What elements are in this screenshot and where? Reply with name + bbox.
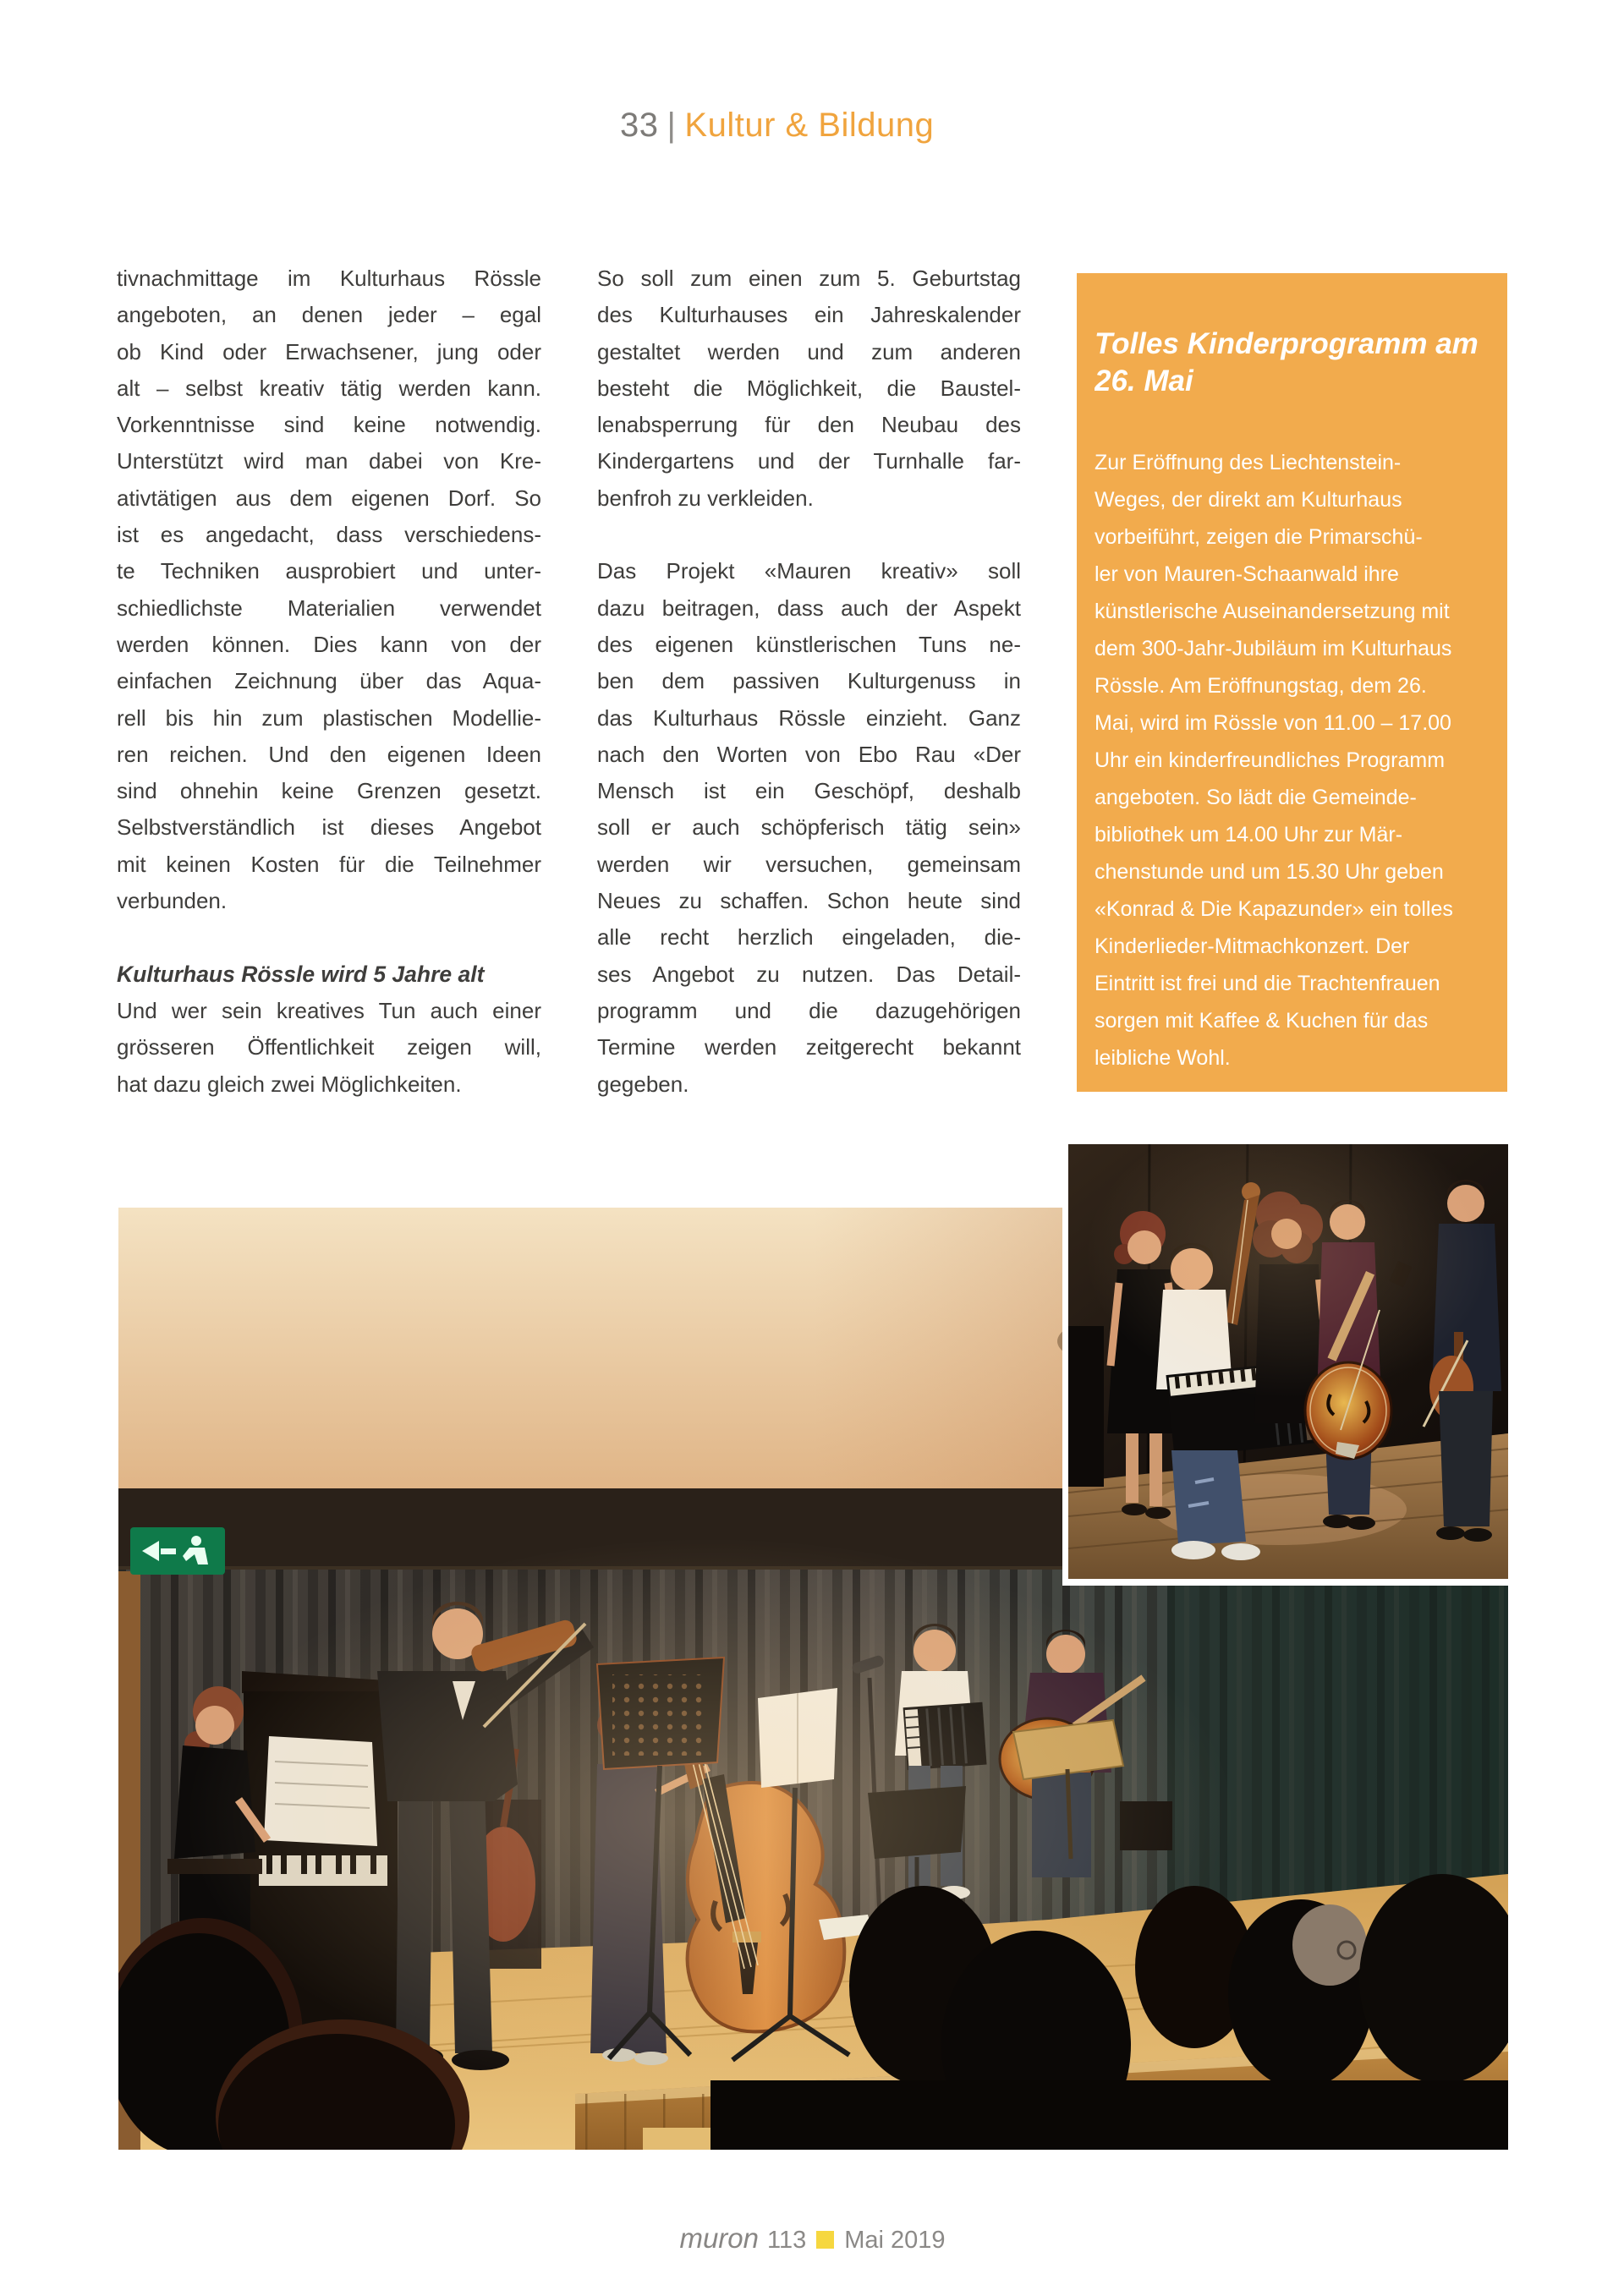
- text-line: Weges, der direkt am Kulturhaus: [1095, 488, 1402, 512]
- paragraph-gap: [117, 919, 541, 956]
- article-subheading: Kulturhaus Rössle wird 5 Jahre alt: [117, 961, 485, 987]
- text-line: Mai, wird im Rössle von 11.00 – 17.00: [1095, 711, 1451, 735]
- text-line: werden können. Dies kann von der: [117, 631, 541, 657]
- text-line: vorbeiführt, zeigen die Primarschü-: [1095, 525, 1423, 549]
- text-line: Tolles Kinderprogramm am: [1095, 327, 1479, 360]
- paragraph-gap: [597, 517, 1021, 553]
- text-line: rell bis hin zum plastischen Modellie-: [117, 704, 541, 731]
- text-line: Und wer sein kreatives Tun auch einer: [117, 997, 541, 1023]
- text-line: ben dem passiven Kulturgenuss in: [597, 668, 1021, 694]
- text-line: Neues zu schaffen. Schon heute sind: [597, 888, 1021, 914]
- paragraph: [117, 993, 541, 1103]
- text-line: einfachen Zeichnung über das Aqua-: [117, 668, 541, 694]
- text-line: hat dazu gleich zwei Möglichkeiten.: [117, 1071, 462, 1097]
- text-line: des eigenen künstlerischen Tuns ne-: [597, 631, 1021, 657]
- text-line: Uhr ein kinderfreundliches Programm: [1095, 748, 1446, 772]
- piano-silhouette: [1068, 1326, 1104, 1487]
- text-line: gegeben.: [597, 1071, 689, 1097]
- text-line: Unterstützt wird man dabei von Kre-: [117, 448, 541, 474]
- text-line: dem 300-Jahr-Jubiläum im Kulturhaus: [1095, 637, 1452, 660]
- text-line: Eintritt ist frei und die Trachtenfrauen: [1095, 972, 1440, 995]
- text-line: chenstunde und um 15.30 Uhr geben: [1095, 860, 1444, 884]
- text-line: ler von Mauren-Schaanwald ihre: [1095, 562, 1399, 586]
- text-line: angeboten. So lädt die Gemeinde-: [1095, 786, 1417, 809]
- text-line: Vorkenntnisse sind keine notwendig.: [117, 412, 541, 438]
- header-separator: |: [667, 107, 677, 144]
- text-line: werden wir versuchen, gemeinsam: [597, 851, 1021, 877]
- page-header: [620, 107, 934, 145]
- text-line: dazu beitragen, dass auch der Aspekt: [597, 595, 1021, 621]
- text-line: angeboten, an denen jeder – egal: [117, 302, 541, 328]
- text-line: ativtätigen aus dem eigenen Dorf. So: [117, 485, 541, 511]
- text-line: te Techniken ausprobiert und unter-: [117, 558, 541, 584]
- band-photo-image: [1068, 1144, 1508, 1579]
- text-line: sorgen mit Kaffee & Kuchen für das: [1095, 1009, 1429, 1033]
- text-line: Kindergartens und der Turnhalle far-: [597, 448, 1021, 474]
- article-column-1: [117, 260, 541, 1103]
- text-line: soll er auch schöpferisch tätig sein»: [597, 814, 1021, 841]
- text-line: Rössle. Am Eröffnungstag, dem 26.: [1095, 674, 1427, 698]
- text-line: bibliothek um 14.00 Uhr zur Mär-: [1095, 823, 1403, 847]
- info-box-body: [1095, 444, 1484, 1077]
- text-line: ren reichen. Und den eigenen Ideen: [117, 741, 541, 767]
- text-line: lenabsperrung für den Neubau des: [597, 412, 1021, 438]
- text-line: besteht die Möglichkeit, die Baustel-: [597, 375, 1021, 401]
- text-line: «Konrad & Die Kapazunder» ein tolles: [1095, 897, 1453, 921]
- text-line: Mensch ist ein Geschöpf, deshalb: [597, 778, 1021, 804]
- text-line: alt – selbst kreativ tätig werden kann.: [117, 375, 541, 401]
- text-line: leibliche Wohl.: [1095, 1046, 1231, 1070]
- text-line: alle recht herzlich eingeladen, die-: [597, 924, 1021, 951]
- text-line: Zur Eröffnung des Liechtenstein-: [1095, 451, 1402, 474]
- text-line: Das Projekt «Mauren kreativ» soll: [597, 558, 1021, 584]
- paragraph: [597, 260, 1021, 517]
- text-line: mit keinen Kosten für die Teilnehmer: [117, 851, 541, 877]
- text-line: das Kulturhaus Rössle einzieht. Ganz: [597, 704, 1021, 731]
- text-line: sind ohnehin keine Grenzen gesetzt.: [117, 778, 541, 804]
- text-line: So soll zum einen zum 5. Geburtstag: [597, 266, 1021, 291]
- text-line: verbunden.: [117, 888, 228, 914]
- footer-date: Mai 2019: [844, 2227, 946, 2254]
- info-box: [1077, 273, 1507, 1092]
- text-line: tivnachmittage im Kulturhaus Rössle: [117, 266, 541, 291]
- text-line: Termine werden zeitgerecht bekannt: [597, 1034, 1021, 1060]
- text-line: 26. Mai: [1095, 364, 1193, 397]
- text-line: Kinderlieder-Mitmachkonzert. Der: [1095, 934, 1410, 958]
- band-photo: [1062, 1144, 1508, 1586]
- paragraph: [597, 553, 1021, 1102]
- page-footer: [117, 2222, 1508, 2255]
- text-line: Selbstverständlich ist dieses Angebot: [117, 814, 541, 841]
- issue-number: 113: [767, 2227, 807, 2254]
- section-title: Kultur & Bildung: [684, 107, 935, 144]
- exit-sign-icon: [130, 1527, 225, 1575]
- paragraph: [117, 260, 541, 919]
- text-line: grösseren Öffentlichkeit zeigen will,: [117, 1034, 541, 1060]
- text-line: gestaltet werden und zum anderen: [597, 338, 1021, 364]
- text-line: ses Angebot zu nutzen. Das Detail-: [597, 961, 1021, 987]
- text-line: programm und die dazugehörigen: [597, 997, 1021, 1023]
- info-box-title: [1095, 326, 1484, 400]
- article-column-2: [597, 260, 1021, 1103]
- text-line: ist es angedacht, dass verschiedens-: [117, 522, 541, 548]
- text-line: schiedlichste Materialien verwendet: [117, 595, 541, 621]
- footer-square-icon: [816, 2231, 834, 2249]
- text-line: ob Kind oder Erwachsener, jung oder: [117, 338, 541, 364]
- text-line: benfroh zu verkleiden.: [597, 485, 814, 511]
- text-line: des Kulturhauses ein Jahreskalender: [597, 302, 1021, 328]
- text-line: nach den Worten von Ebo Rau «Der: [597, 741, 1021, 767]
- page-number: 33: [620, 107, 659, 144]
- magazine-name: muron: [679, 2222, 759, 2254]
- text-line: künstlerische Auseinandersetzung mit: [1095, 600, 1450, 623]
